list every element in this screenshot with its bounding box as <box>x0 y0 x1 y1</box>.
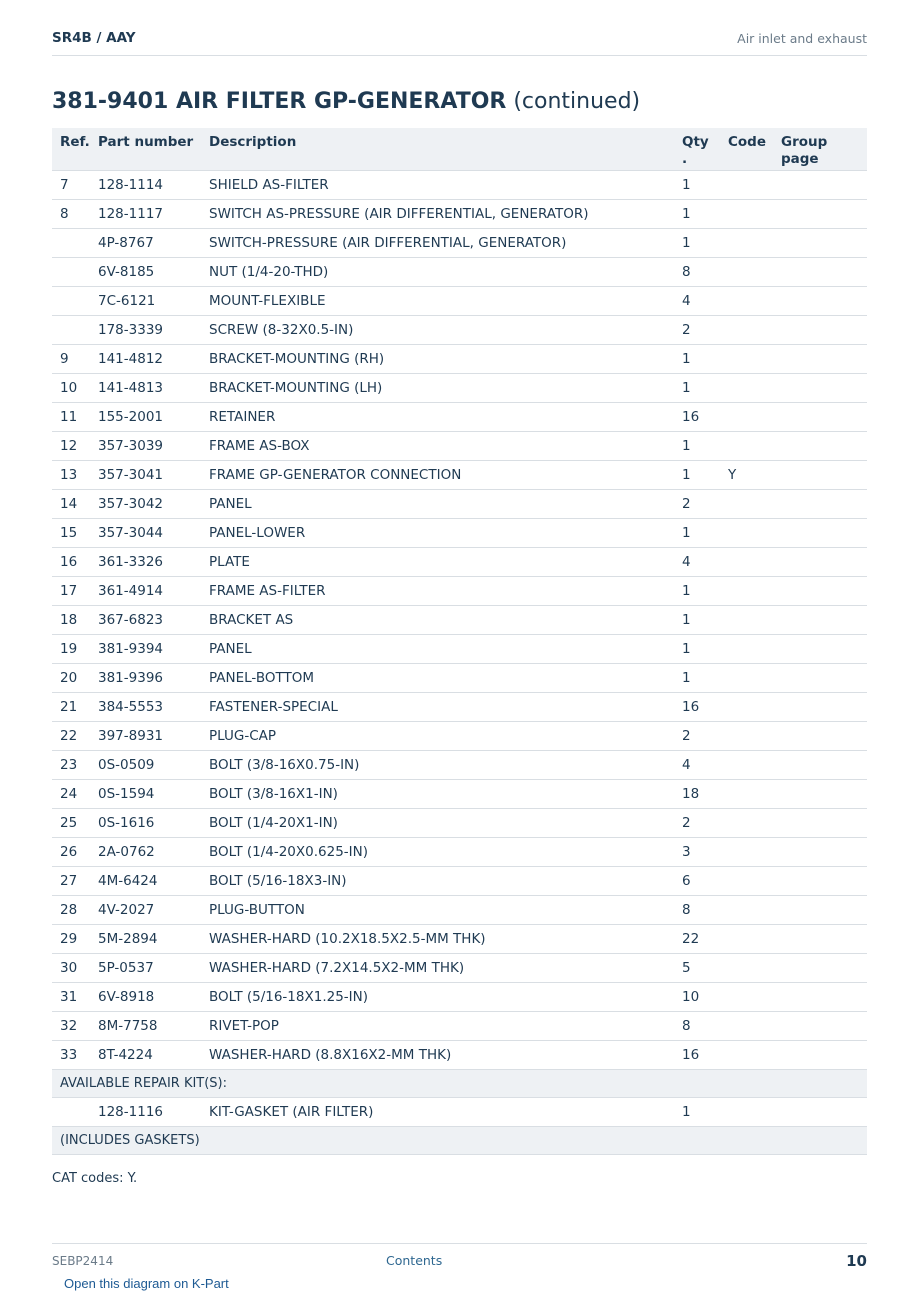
cell-code <box>728 721 781 750</box>
table-row <box>52 866 867 895</box>
cell-description: BRACKET-MOUNTING (RH) <box>209 344 682 373</box>
table-row <box>52 518 867 547</box>
cell-description: SHIELD AS-FILTER <box>209 170 682 199</box>
cell-part-number: 397-8931 <box>98 721 209 750</box>
kit-note <box>52 1126 867 1154</box>
cell-group-page <box>781 170 867 199</box>
cell-description: FASTENER-SPECIAL <box>209 692 682 721</box>
table-row <box>52 199 867 228</box>
cell-code <box>728 576 781 605</box>
cell-group-page <box>781 808 867 837</box>
cell-group-page <box>781 1040 867 1069</box>
cell-ref: 14 <box>52 489 98 518</box>
cell-part-number: 4V-2027 <box>98 895 209 924</box>
repair-kit-heading <box>52 1069 867 1097</box>
cell-description: PLUG-CAP <box>209 721 682 750</box>
cell-group-page <box>781 315 867 344</box>
cell-ref: 32 <box>52 1011 98 1040</box>
cell-code <box>728 866 781 895</box>
cell-group-page <box>781 518 867 547</box>
cell-part-number: 357-3041 <box>98 460 209 489</box>
cell-qty: 1 <box>682 605 728 634</box>
cell-ref: 10 <box>52 373 98 402</box>
cell-qty: 4 <box>682 750 728 779</box>
cell-qty: 8 <box>682 895 728 924</box>
cell-description: FRAME AS-BOX <box>209 431 682 460</box>
cell-ref: 17 <box>52 576 98 605</box>
cell-code <box>728 663 781 692</box>
cell-description: BOLT (3/8-16X1-IN) <box>209 779 682 808</box>
cell-part-number: 384-5553 <box>98 692 209 721</box>
cell-group-page <box>781 605 867 634</box>
cell-description: NUT (1/4-20-THD) <box>209 257 682 286</box>
cell-qty: 16 <box>682 1040 728 1069</box>
cell-ref: 25 <box>52 808 98 837</box>
cell-group-page <box>781 344 867 373</box>
cell-description: SWITCH-PRESSURE (AIR DIFFERENTIAL, GENERATOR) <box>209 228 682 257</box>
cell-ref <box>52 1097 98 1126</box>
cell-description: PANEL-BOTTOM <box>209 663 682 692</box>
cell-group-page <box>781 489 867 518</box>
cell-ref <box>52 228 98 257</box>
cell-part-number: 8M-7758 <box>98 1011 209 1040</box>
cell-code <box>728 489 781 518</box>
table-row <box>52 576 867 605</box>
cell-qty: 2 <box>682 489 728 518</box>
cell-ref: 7 <box>52 170 98 199</box>
cell-qty: 5 <box>682 953 728 982</box>
cell-description: PANEL-LOWER <box>209 518 682 547</box>
cell-part-number: 381-9394 <box>98 634 209 663</box>
cell-code <box>728 257 781 286</box>
cell-part-number: 381-9396 <box>98 663 209 692</box>
table-row <box>52 460 867 489</box>
contents-link[interactable]: Contents <box>386 1253 443 1268</box>
cell-description: MOUNT-FLEXIBLE <box>209 286 682 315</box>
kit-row <box>52 1097 867 1126</box>
cell-ref: 16 <box>52 547 98 576</box>
cell-group-page <box>781 750 867 779</box>
cell-ref: 18 <box>52 605 98 634</box>
page-number: 10 <box>846 1252 867 1270</box>
cell-ref <box>52 315 98 344</box>
cell-group-page <box>781 721 867 750</box>
cell-qty: 2 <box>682 721 728 750</box>
cell-part-number: 0S-1616 <box>98 808 209 837</box>
cell-group-page <box>781 982 867 1011</box>
cell-description: BRACKET AS <box>209 605 682 634</box>
cell-description: RETAINER <box>209 402 682 431</box>
table-row <box>52 779 867 808</box>
cell-group-page <box>781 692 867 721</box>
cell-description: BOLT (3/8-16X0.75-IN) <box>209 750 682 779</box>
table-row <box>52 721 867 750</box>
cell-part-number: 0S-1594 <box>98 779 209 808</box>
table-row <box>52 750 867 779</box>
cell-code <box>728 402 781 431</box>
cell-part-number: 4M-6424 <box>98 866 209 895</box>
table-row <box>52 489 867 518</box>
cell-qty: 2 <box>682 315 728 344</box>
cell-qty: 16 <box>682 402 728 431</box>
cell-qty: 1 <box>682 663 728 692</box>
page-footer <box>52 1243 867 1274</box>
cell-code <box>728 286 781 315</box>
kpart-link[interactable]: Open this diagram on K-Part <box>64 1276 229 1291</box>
cell-ref: 20 <box>52 663 98 692</box>
table-row <box>52 286 867 315</box>
table-row <box>52 1040 867 1069</box>
cell-code <box>728 924 781 953</box>
cell-code <box>728 170 781 199</box>
cell-ref: 12 <box>52 431 98 460</box>
cell-code <box>728 779 781 808</box>
table-row <box>52 228 867 257</box>
cell-code <box>728 199 781 228</box>
table-row <box>52 953 867 982</box>
cell-description: PLUG-BUTTON <box>209 895 682 924</box>
cell-part-number: 361-4914 <box>98 576 209 605</box>
cell-qty: 3 <box>682 837 728 866</box>
cell-code <box>728 1097 781 1126</box>
cell-description: BOLT (5/16-18X1.25-IN) <box>209 982 682 1011</box>
cell-group-page <box>781 286 867 315</box>
cell-code <box>728 228 781 257</box>
cell-description: FRAME GP-GENERATOR CONNECTION <box>209 460 682 489</box>
cell-part-number: 128-1117 <box>98 199 209 228</box>
cell-qty: 1 <box>682 576 728 605</box>
cell-qty: 8 <box>682 257 728 286</box>
cell-description: BOLT (1/4-20X0.625-IN) <box>209 837 682 866</box>
cell-part-number: 357-3039 <box>98 431 209 460</box>
cell-code <box>728 895 781 924</box>
table-row <box>52 895 867 924</box>
cell-code <box>728 634 781 663</box>
cell-qty: 1 <box>682 431 728 460</box>
cell-code <box>728 373 781 402</box>
col-qty-label: Qty . <box>682 134 709 167</box>
cell-code: Y <box>728 460 781 489</box>
cell-ref: 21 <box>52 692 98 721</box>
cell-qty: 1 <box>682 228 728 257</box>
cell-group-page <box>781 866 867 895</box>
cell-group-page <box>781 895 867 924</box>
cell-qty: 10 <box>682 982 728 1011</box>
cell-ref: 27 <box>52 866 98 895</box>
cell-code <box>728 837 781 866</box>
table-row <box>52 692 867 721</box>
cell-code <box>728 1011 781 1040</box>
cell-ref: 24 <box>52 779 98 808</box>
cell-code <box>728 344 781 373</box>
cell-ref: 31 <box>52 982 98 1011</box>
cell-qty: 16 <box>682 692 728 721</box>
table-row <box>52 924 867 953</box>
cell-code <box>728 518 781 547</box>
cell-description: PLATE <box>209 547 682 576</box>
cell-part-number: 5P-0537 <box>98 953 209 982</box>
cell-ref: 29 <box>52 924 98 953</box>
cell-group-page <box>781 257 867 286</box>
cell-ref: 15 <box>52 518 98 547</box>
table-row <box>52 431 867 460</box>
cell-description: BOLT (5/16-18X3-IN) <box>209 866 682 895</box>
cell-code <box>728 982 781 1011</box>
cell-part-number: 128-1114 <box>98 170 209 199</box>
cell-ref <box>52 286 98 315</box>
cell-code <box>728 750 781 779</box>
cell-qty: 2 <box>682 808 728 837</box>
table-row <box>52 808 867 837</box>
cell-ref: 19 <box>52 634 98 663</box>
cell-qty: 1 <box>682 199 728 228</box>
cell-group-page <box>781 431 867 460</box>
cell-description: BRACKET-MOUNTING (LH) <box>209 373 682 402</box>
cell-ref: 30 <box>52 953 98 982</box>
cell-part-number: 6V-8185 <box>98 257 209 286</box>
cell-code <box>728 605 781 634</box>
page-title <box>52 89 640 114</box>
cell-code <box>728 692 781 721</box>
cell-group-page <box>781 837 867 866</box>
cell-description: FRAME AS-FILTER <box>209 576 682 605</box>
cell-qty: 1 <box>682 344 728 373</box>
cell-ref: 22 <box>52 721 98 750</box>
cell-part-number: 357-3042 <box>98 489 209 518</box>
cell-qty: 1 <box>682 170 728 199</box>
cell-description: PANEL <box>209 489 682 518</box>
cell-group-page <box>781 1097 867 1126</box>
cell-description: SWITCH AS-PRESSURE (AIR DIFFERENTIAL, GENERATOR) <box>209 199 682 228</box>
parts-table <box>52 128 867 1155</box>
cell-description: WASHER-HARD (10.2X18.5X2.5-MM THK) <box>209 924 682 953</box>
cell-ref: 9 <box>52 344 98 373</box>
cell-part-number: 0S-0509 <box>98 750 209 779</box>
kit-note-label: (INCLUDES GASKETS) <box>52 1126 867 1154</box>
cell-description: WASHER-HARD (7.2X14.5X2-MM THK) <box>209 953 682 982</box>
document-id: SEBP2414 <box>52 1254 114 1268</box>
cell-part-number: 7C-6121 <box>98 286 209 315</box>
table-row <box>52 982 867 1011</box>
table-row <box>52 315 867 344</box>
cell-ref: 23 <box>52 750 98 779</box>
cell-qty: 1 <box>682 460 728 489</box>
cat-codes-note: CAT codes: Y. <box>52 1171 138 1186</box>
col-qty <box>682 128 728 170</box>
cell-ref <box>52 257 98 286</box>
cell-code <box>728 808 781 837</box>
col-part-number: Part number <box>98 128 209 170</box>
cell-group-page <box>781 924 867 953</box>
cell-code <box>728 547 781 576</box>
cell-part-number: 8T-4224 <box>98 1040 209 1069</box>
cell-qty: 22 <box>682 924 728 953</box>
cell-qty: 1 <box>682 518 728 547</box>
col-description: Description <box>209 128 682 170</box>
cell-ref: 8 <box>52 199 98 228</box>
cell-part-number: 155-2001 <box>98 402 209 431</box>
cell-group-page <box>781 199 867 228</box>
table-row <box>52 170 867 199</box>
table-row <box>52 373 867 402</box>
cell-part-number: 361-3326 <box>98 547 209 576</box>
cell-part-number: 357-3044 <box>98 518 209 547</box>
cell-ref: 13 <box>52 460 98 489</box>
cell-group-page <box>781 576 867 605</box>
cell-part-number: 367-6823 <box>98 605 209 634</box>
cell-ref: 33 <box>52 1040 98 1069</box>
cell-qty: 18 <box>682 779 728 808</box>
cell-ref: 11 <box>52 402 98 431</box>
cell-code <box>728 315 781 344</box>
cell-code <box>728 1040 781 1069</box>
cell-part-number: 6V-8918 <box>98 982 209 1011</box>
table-row <box>52 257 867 286</box>
cell-description: PANEL <box>209 634 682 663</box>
cell-part-number: 141-4812 <box>98 344 209 373</box>
cell-qty: 4 <box>682 547 728 576</box>
table-row <box>52 344 867 373</box>
cell-ref: 26 <box>52 837 98 866</box>
table-header-row <box>52 128 867 170</box>
table-row <box>52 837 867 866</box>
cell-description: WASHER-HARD (8.8X16X2-MM THK) <box>209 1040 682 1069</box>
cell-group-page <box>781 663 867 692</box>
table-row <box>52 605 867 634</box>
cell-part-number: 4P-8767 <box>98 228 209 257</box>
section-name: Air inlet and exhaust <box>737 31 867 46</box>
table-row <box>52 547 867 576</box>
cell-group-page <box>781 634 867 663</box>
col-group-page <box>781 128 867 170</box>
page-header <box>52 28 867 56</box>
cell-qty: 1 <box>682 373 728 402</box>
cell-part-number: 5M-2894 <box>98 924 209 953</box>
col-ref: Ref. <box>52 128 98 170</box>
title-main: 381-9401 AIR FILTER GP-GENERATOR <box>52 89 507 114</box>
cell-qty: 1 <box>682 634 728 663</box>
cell-qty: 4 <box>682 286 728 315</box>
cell-ref: 28 <box>52 895 98 924</box>
cell-group-page <box>781 228 867 257</box>
cell-group-page <box>781 460 867 489</box>
cell-qty: 6 <box>682 866 728 895</box>
cell-group-page <box>781 402 867 431</box>
cell-description: SCREW (8-32X0.5-IN) <box>209 315 682 344</box>
col-group-page-label: Group page <box>781 134 828 167</box>
table-row <box>52 634 867 663</box>
cell-description: KIT-GASKET (AIR FILTER) <box>209 1097 682 1126</box>
cell-description: RIVET-POP <box>209 1011 682 1040</box>
cell-group-page <box>781 953 867 982</box>
repair-kit-heading-label: AVAILABLE REPAIR KIT(S): <box>52 1069 867 1097</box>
cell-group-page <box>781 779 867 808</box>
cell-group-page <box>781 1011 867 1040</box>
breadcrumb: SR4B / AAY <box>52 30 136 46</box>
cell-group-page <box>781 547 867 576</box>
table-row <box>52 663 867 692</box>
cell-qty: 8 <box>682 1011 728 1040</box>
cell-code <box>728 953 781 982</box>
cell-code <box>728 431 781 460</box>
cell-qty: 1 <box>682 1097 728 1126</box>
table-row <box>52 1011 867 1040</box>
title-suffix: (continued) <box>506 89 641 114</box>
cell-part-number: 2A-0762 <box>98 837 209 866</box>
cell-part-number: 178-3339 <box>98 315 209 344</box>
cell-part-number: 128-1116 <box>98 1097 209 1126</box>
table-row <box>52 402 867 431</box>
cell-part-number: 141-4813 <box>98 373 209 402</box>
cell-description: BOLT (1/4-20X1-IN) <box>209 808 682 837</box>
cell-group-page <box>781 373 867 402</box>
col-code: Code <box>728 128 781 170</box>
